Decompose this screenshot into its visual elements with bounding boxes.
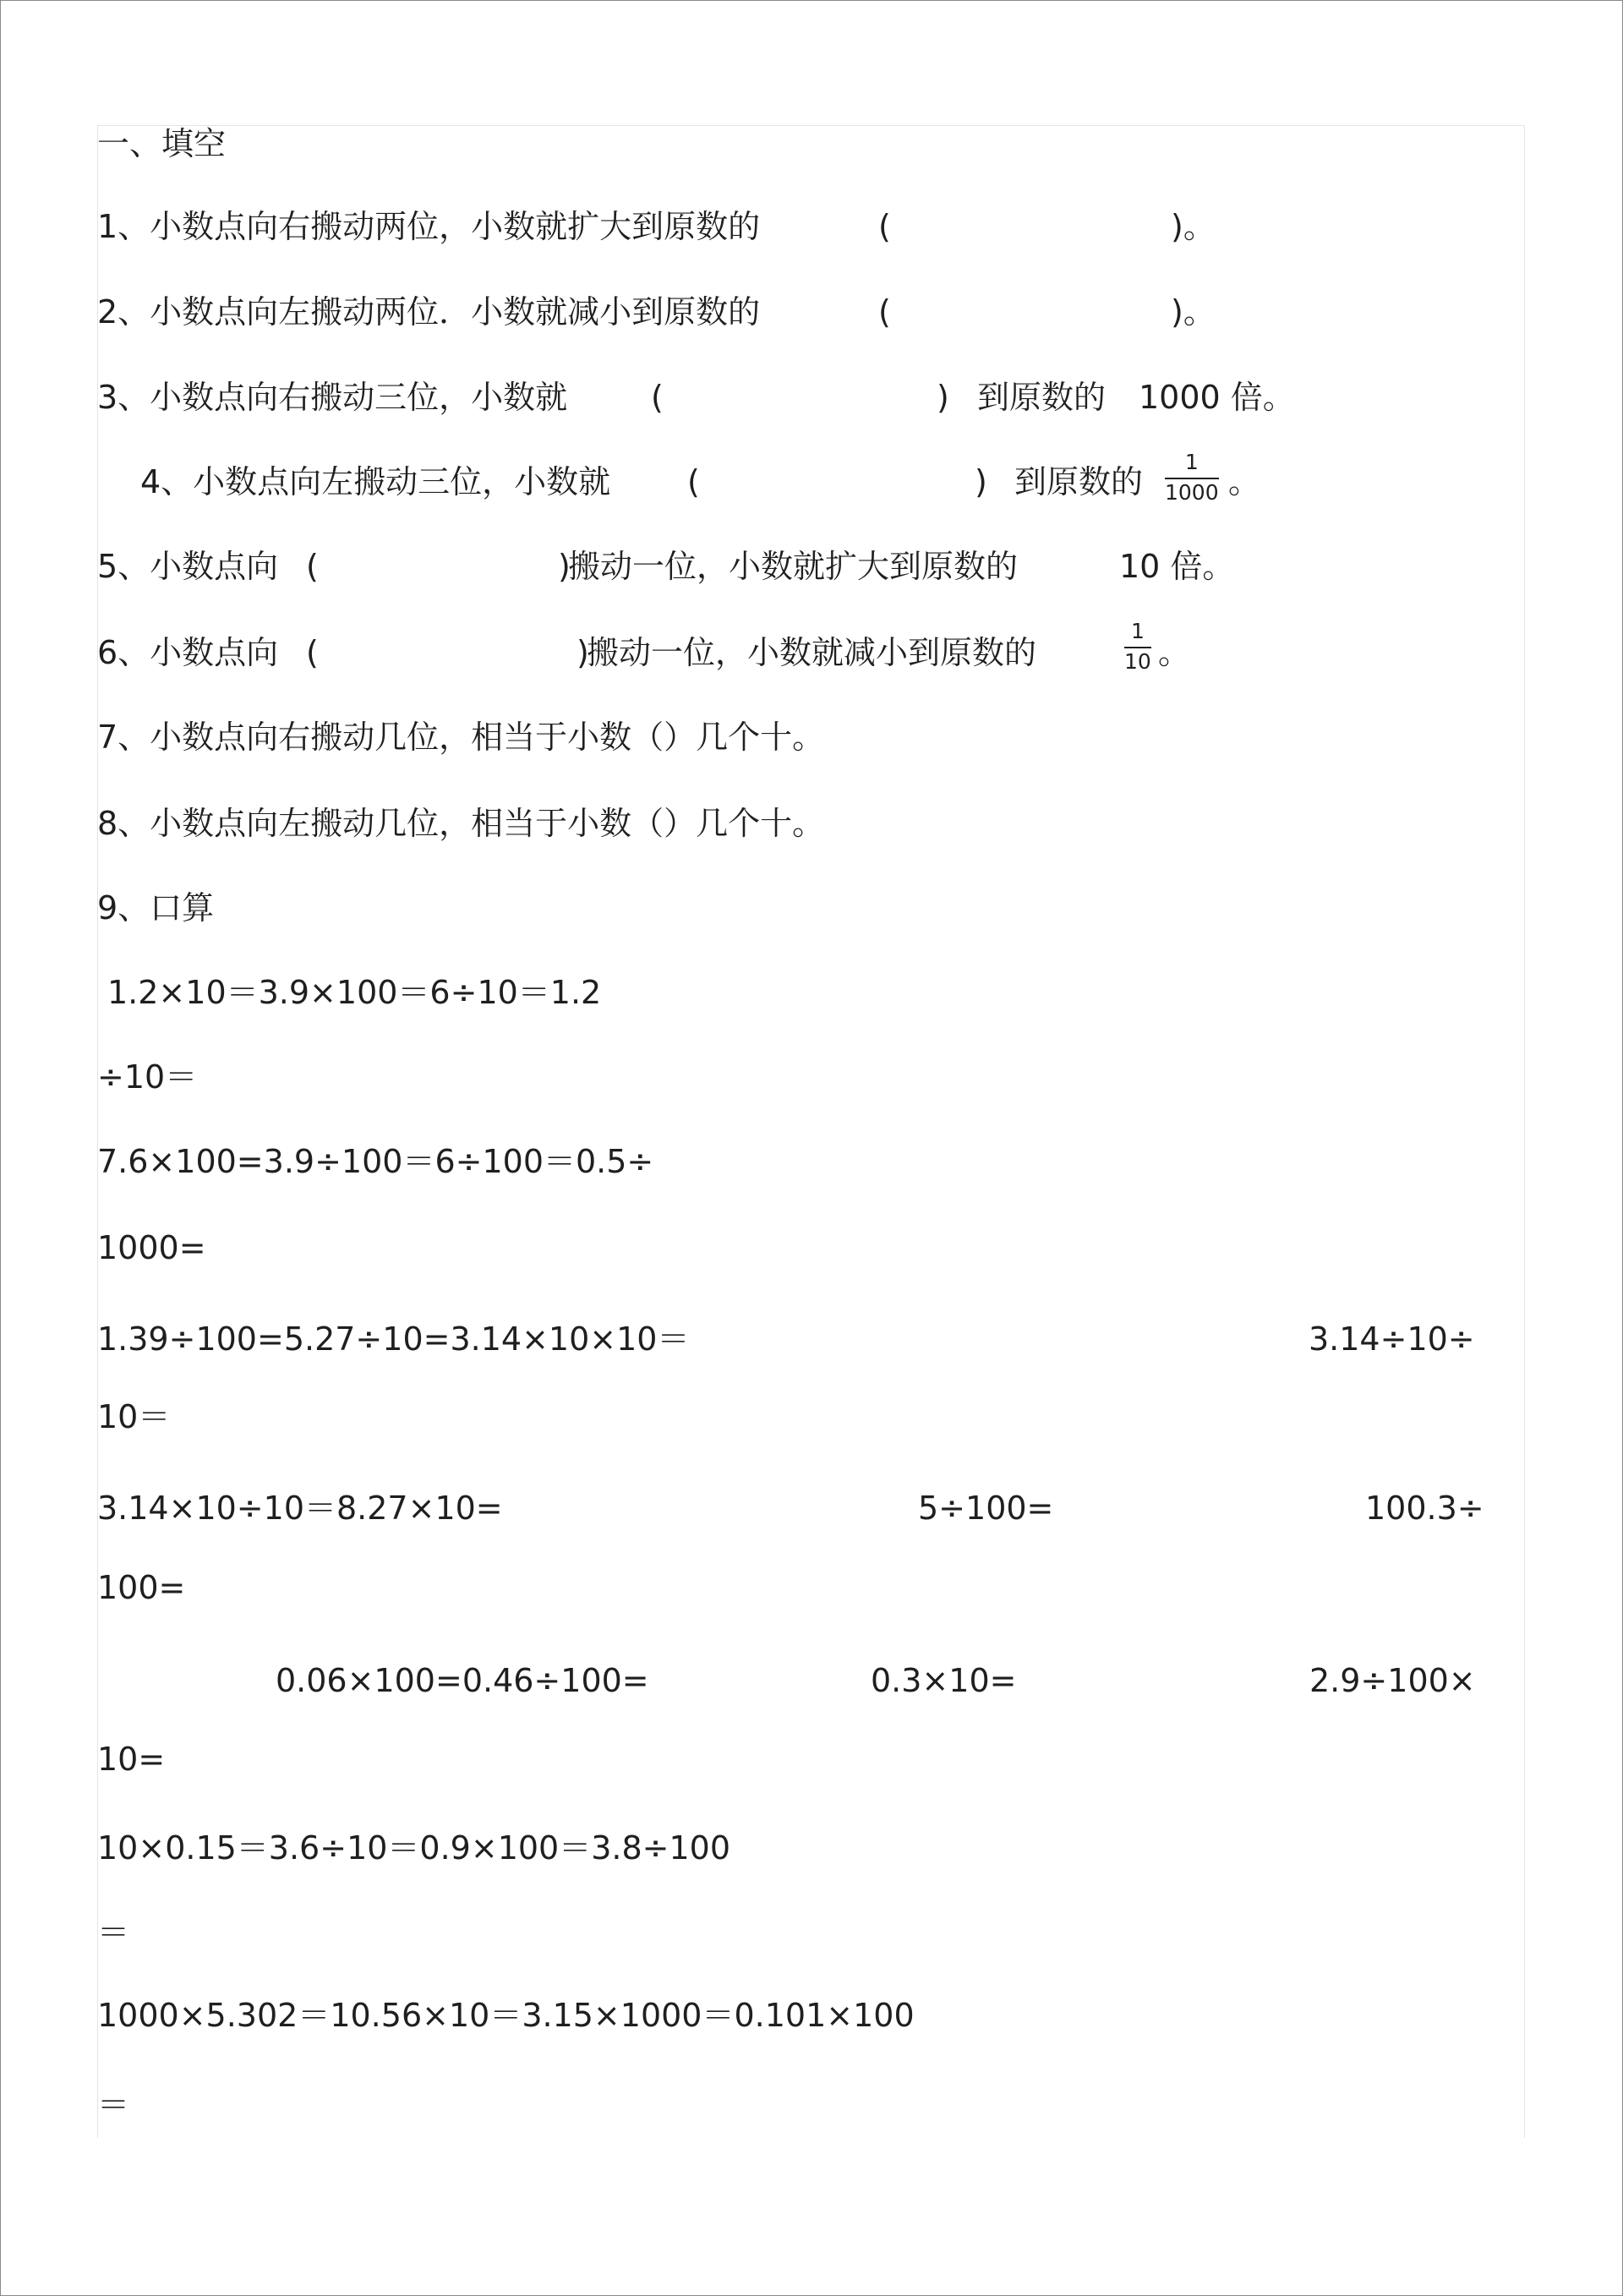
blank-open-paren: ( [306, 548, 319, 585]
blank-close-paren: ) [577, 634, 589, 671]
blank-close-paren: )。 [1171, 293, 1216, 331]
math-row-1: 1.2×10＝3.9×100＝6÷10＝1.2 [107, 974, 602, 1011]
blank-close-paren: ) [937, 379, 949, 416]
blank-close-paren: ) [558, 548, 571, 585]
blank-open-paren: ( [878, 208, 891, 245]
question-9: 9、口算 [97, 889, 215, 927]
question-tail: 10 倍。 [1119, 548, 1235, 585]
math-row-6: 10×0.15＝3.6÷10＝0.9×100＝3.8÷100 [97, 1829, 731, 1867]
question-text: 4、小数点向左搬动三位，小数就 [140, 463, 611, 500]
math-row-7-wrap: ＝ [97, 2086, 130, 2124]
question-text: 1、小数点向右搬动两位，小数就扩大到原数的 [97, 208, 761, 245]
question-end: 。 [1158, 634, 1191, 671]
math-row-5-mid: 0.3×10= [871, 1662, 1017, 1699]
math-row-7: 1000×5.302＝10.56×10＝3.15×1000＝0.101×100 [97, 1997, 915, 2034]
blank-open-paren: ( [306, 634, 319, 671]
blank-open-paren: ( [687, 463, 700, 500]
math-row-2-wrap: 1000= [97, 1229, 206, 1266]
fraction-numerator: 1 [1184, 450, 1199, 474]
question-8: 8、小数点向左搬动几位，相当于小数（）几个十。 [97, 805, 825, 842]
math-row-4-mid: 5÷100= [918, 1490, 1054, 1527]
question-suffix: 到原数的 [977, 379, 1107, 416]
math-row-3-wrap: 10＝ [97, 1398, 171, 1435]
fraction [1165, 451, 1219, 505]
blank-open-paren: ( [878, 293, 891, 331]
fraction-bar [1165, 478, 1219, 479]
math-row-6-wrap: ＝ [97, 1914, 130, 1951]
question-text: 2、小数点向左搬动两位．小数就减小到原数的 [97, 293, 761, 331]
math-row-3: 1.39÷100=5.27÷10=3.14×10×10＝ [97, 1320, 690, 1358]
fraction [1124, 620, 1151, 674]
question-text: 5、小数点向 [97, 548, 279, 585]
question-suffix: 搬动一位，小数就减小到原数的 [587, 634, 1037, 671]
fraction-numerator: 1 [1130, 619, 1145, 643]
math-row-4-right: 100.3÷ [1365, 1490, 1484, 1527]
question-7: 7、小数点向右搬动几位，相当于小数（）几个十。 [97, 719, 825, 756]
question-suffix: 到原数的 [1014, 463, 1144, 500]
math-row-5-wrap: 10= [97, 1741, 166, 1778]
blank-close-paren: )。 [1171, 208, 1216, 245]
math-row-5-right: 2.9÷100× [1309, 1662, 1476, 1699]
question-tail: 1000 倍。 [1139, 379, 1295, 416]
blank-open-paren: ( [651, 379, 664, 416]
fraction-denominator: 1000 [1165, 480, 1219, 505]
fraction-bar [1124, 647, 1151, 648]
blank-close-paren: ) [975, 463, 987, 500]
math-row-1-wrap: ÷10＝ [97, 1058, 198, 1096]
question-text: 6、小数点向 [97, 634, 279, 671]
math-row-3-right: 3.14÷10÷ [1309, 1320, 1475, 1358]
question-suffix: 搬动一位，小数就扩大到原数的 [568, 548, 1019, 585]
fraction-denominator: 10 [1124, 649, 1151, 674]
question-end: 。 [1228, 463, 1261, 500]
math-row-2: 7.6×100=3.9÷100＝6÷100＝0.5÷ [97, 1143, 654, 1180]
math-row-5: 0.06×100=0.46÷100= [276, 1662, 649, 1699]
math-row-4-wrap: 100= [97, 1569, 186, 1606]
section-title: 一、填空 [97, 125, 227, 162]
math-row-4: 3.14×10÷10＝8.27×10= [97, 1490, 503, 1527]
question-text: 3、小数点向右搬动三位，小数就 [97, 379, 568, 416]
